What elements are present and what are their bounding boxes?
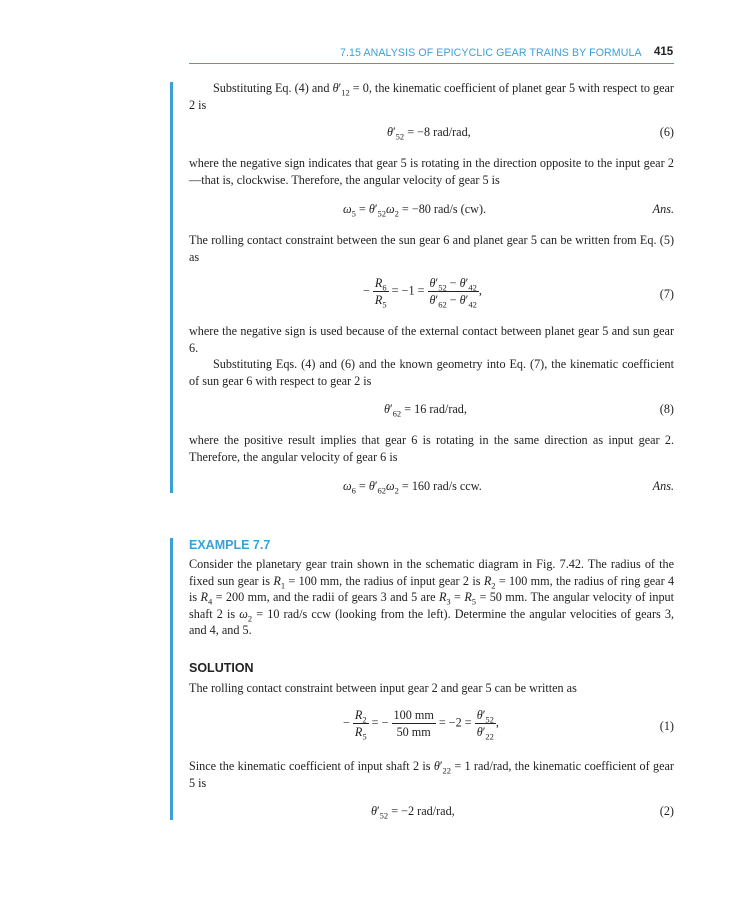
paragraph-3: The rolling contact constraint between the sun gear 6 and planet gear 5 can be written from Eq. (5) as (189, 233, 674, 264)
equation-2-number: (2) (659, 804, 674, 818)
solution-paragraph-1: The rolling contact constraint between input gear 2 and gear 5 can be written as (189, 681, 577, 695)
paragraph-6: where the positive result implies that gear 6 is rotating in the same direction as input gear 2. Therefore, the angular velocity of gear 6 is (189, 433, 674, 464)
equation-7: − $\frac{R_6}{R_5}$ = −1 = $\frac{\theta'_{52} - \theta'_{42}}{\theta'_{62} - \theta'_{42}}$ , (363, 276, 482, 310)
equation-7-number: (7) (659, 287, 674, 301)
sidebar-bar-top (170, 82, 173, 493)
page-number: 415 (654, 46, 674, 58)
example-text: Consider the planetary gear train shown in the schematic diagram in Fig. 7.42. The radius of the fixed sun gear is $R_1 = 100$ mm, the radius of input gear 2 is $R_2 = 100$ mm, the radius of ring gear 4 is $R_4 = 200$ mm, and the radii of gears 3 and 5 are $R_3 = R_5 = 50$ mm. The angular velocity of input shaft 2 is $\omega_2 = 10$ rad/s ccw (looking from the left). Determine the angular velocities of gears 3, and 4, and 5. (189, 557, 675, 637)
solution-paragraph-2: Since the kinematic coefficient of input shaft 2 is $\theta'_{22} = 1$ rad/rad, the kinematic coefficient of gear 5 is (189, 759, 674, 790)
equation-8-number: (8) (659, 402, 674, 416)
answer-label-1: Ans. (652, 202, 674, 216)
equation-omega5: $\omega_5 = \theta'_{52}\omega_2 = -80$ rad/s (cw). (343, 202, 487, 219)
paragraph-1: Substituting Eq. (4) and $\theta'_{12} = 0$, the kinematic coefficient of planet gear 5 with respect to gear 2 is (189, 81, 674, 112)
header-rule (189, 63, 674, 64)
equation-1: − $\frac{R_2}{R_5}$ = − $\frac{100 mm}{50 mm}$ = −2 = $\frac{\theta'_{52}}{\theta'_{22}}$ , (343, 708, 499, 742)
answer-label-2: Ans. (652, 479, 674, 493)
example-heading: EXAMPLE 7.7 (189, 538, 271, 552)
paragraph-2: where the negative sign indicates that gear 5 is rotating in the direction opposite to the input gear 2—that is, clockwise. Therefore, the angular velocity of gear 5 is (189, 156, 674, 187)
running-header: 7.15 ANALYSIS OF EPICYCLIC GEAR TRAINS BY FORMULA (340, 47, 642, 59)
equation-1-number: (1) (659, 719, 674, 733)
paragraph-5: Substituting Eqs. (4) and (6) and the known geometry into Eq. (7), the kinematic coefficient of sun gear 6 with respect to gear 2 is (189, 357, 674, 388)
equation-omega6: $\omega_6 = \theta'_{62}\omega_2 = 160$ rad/s ccw. (343, 479, 482, 496)
sidebar-bar-example (170, 538, 173, 820)
solution-heading: SOLUTION (189, 661, 254, 675)
equation-8: $\theta'_{62} = 16$ rad/rad, (384, 402, 467, 419)
paragraph-4: where the negative sign is used because of the external contact between planet gear 5 and sun gear 6. (189, 324, 674, 355)
equation-2: $\theta'_{52} = -2$ rad/rad, (371, 804, 455, 821)
equation-6: $\theta'_{52} = -8$ rad/rad, (387, 125, 471, 142)
equation-6-number: (6) (659, 125, 674, 139)
